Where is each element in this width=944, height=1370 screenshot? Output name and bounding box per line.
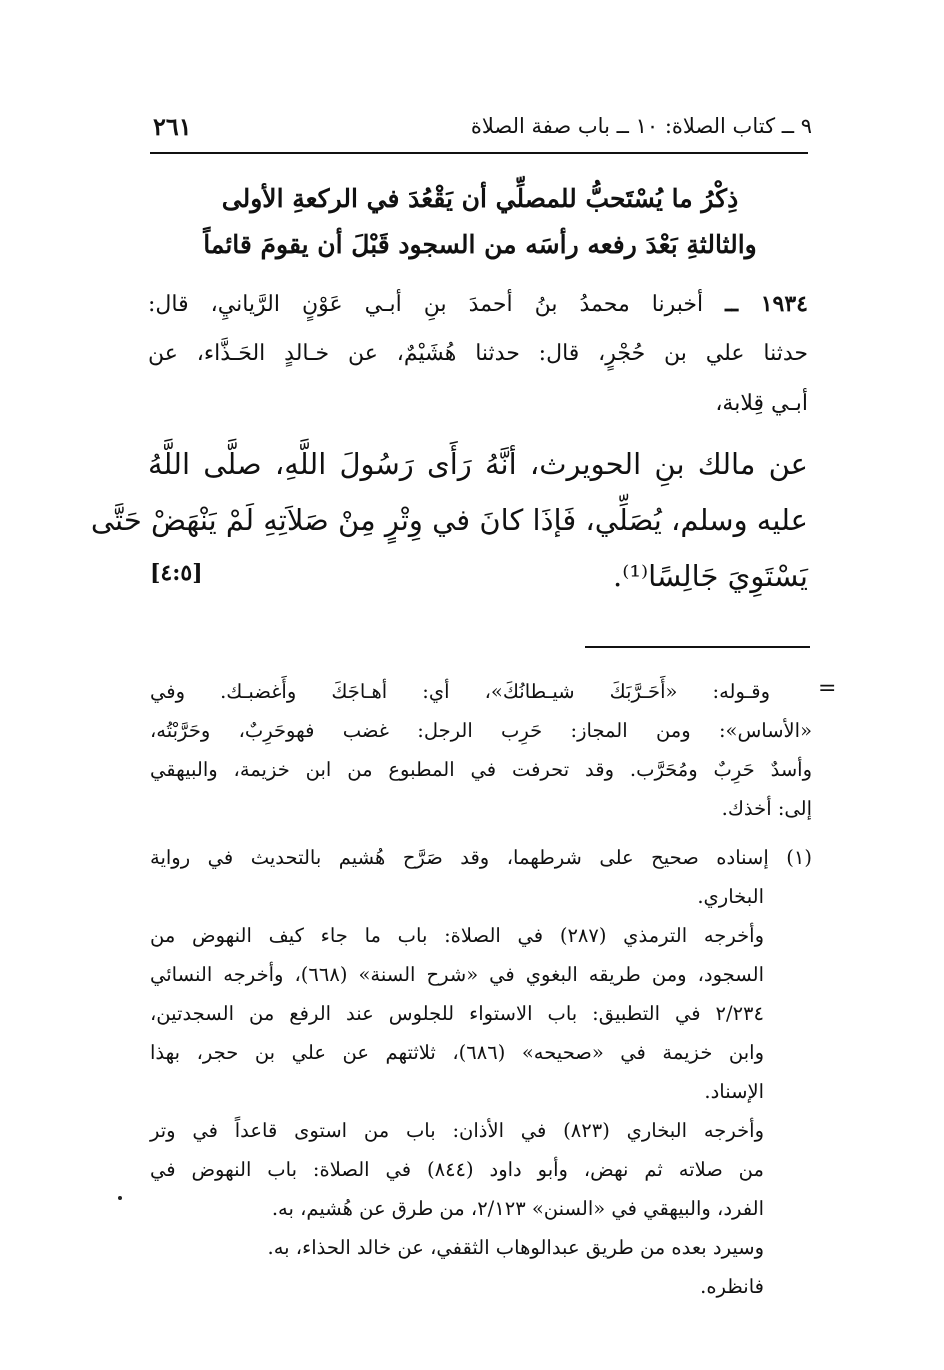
footnote-line: وأخرجه البخاري (٨٢٣) في الأذان: باب من استوى قاعداً في وتر [150, 1119, 764, 1142]
matn-line: عليه وسلم، يُصَلِّي، فَإذَا كانَ في وِتْرٍ مِنْ صَلاَتِهِ لَمْ يَنْهَضْ حَتَّى [90, 503, 808, 537]
chapter-heading-line: ذِكْرُ ما يُسْتَحبُّ للمصلِّي أن يَقْعُدَ في الركعةِ الأولى [221, 184, 739, 213]
footnote-line: السجود، ومن طريقه البغوي في «شرح السنة» (٦٦٨)، وأخرجه النسائي [150, 963, 764, 986]
running-header-title: ٩ ــ كتاب الصلاة: ١٠ ــ باب صفة الصلاة [470, 114, 812, 138]
footnote-line: وسيرد بعده من طريق عبدالوهاب الثقفي، عن خالد الحذاء، به. [267, 1236, 764, 1259]
footnote-gap [150, 828, 812, 838]
footnote-line: «الأساس»: ومن المجاز: حَرِب الرجل: غضب فهوحَرِبٌ، وحَرَّبْتُه، [150, 719, 812, 742]
hadith-reference: [٤:٥] [150, 560, 203, 586]
footnote-line [150, 838, 812, 877]
isnad-text: أخبرنا محمدُ بنُ أحمدَ بنِ أبـي عَوْنٍ الرَّيانيِ، قال: [148, 292, 704, 317]
footnote-line: من صلاته ثم نهض، وأبو داود (٨٤٤) في الصلاة: باب النهوض في [150, 1158, 764, 1181]
chapter-heading [140, 176, 820, 268]
footnote-separator [585, 646, 810, 648]
footnote-line: إلى: أخذك. [721, 797, 812, 820]
footnote-line: الإسناد. [704, 1080, 764, 1103]
ink-speck [118, 1196, 122, 1200]
footnotes [150, 672, 812, 1306]
footnote-number: (١) [786, 846, 812, 869]
page-number: ٢٦١ [153, 112, 192, 141]
isnad-line: حدثنا علي بن حُجْرٍ، قال: حدثنا هُشَيْمٌ، عن خـالدٍ الحَـذَّاء، عن [148, 341, 808, 366]
footnote-line: وأخرجه الترمذي (٢٨٧) في الصلاة: باب ما جاء كيف النهوض من [150, 924, 765, 947]
footnote-line: وابن خزيمة في «صحيحه» (٦٨٦)، ثلاثتهم عن علي بن حجر، بهذا [150, 1041, 765, 1064]
isnad-line: أبـي قِلابة، [715, 391, 808, 416]
footnote-line: فانظره. [700, 1275, 764, 1298]
footnote-line: ٢/٢٣٤ في التطبيق: باب الاستواء للجلوس عند الرفع من السجدتين، [150, 1002, 764, 1025]
hadith-number: ١٩٣٤ ــ [725, 291, 808, 317]
footnote-text: إسناده صحيح على شرطهما، وقد صَرَّح هُشيم بالتحديث في رواية [150, 846, 769, 869]
footnote-line: وأسدٌ حَرِبٌ ومُحَرَّب. وقد تحرفت في المطبوع من ابن خزيمة، والبيهقي [150, 758, 812, 781]
chapter-heading-line: والثالثةِ بَعْدَ رفعه رأسَه من السجود قَبْلَ أن يقومَ قائماً [203, 230, 757, 259]
hadith-isnad [148, 282, 808, 432]
continuation-mark: = [818, 676, 837, 701]
header-rule [150, 152, 808, 154]
footnote-line: البخاري. [697, 885, 764, 908]
footnote-line: الفرد، والبيهقي في «السنن» ٢/١٢٣، من طرق عن هُشيم، به. [271, 1197, 764, 1220]
hadith-matn [90, 436, 808, 604]
matn-line: عن مالك بنِ الحويرث، أنَّهُ رَأَى رَسُولَ اللَّهِ، صلَّى اللَّهُ [148, 447, 808, 481]
matn-line: يَسْتَوِيَ جَالِسًا⁽¹⁾. [612, 559, 808, 593]
footnote-line: وقـوله: «أَحَـرَّبَكَ شيـطانُكَ»، أي: أهـاجَكَ وأَغضبـك. وفي [150, 680, 770, 703]
isnad-line [148, 282, 808, 332]
